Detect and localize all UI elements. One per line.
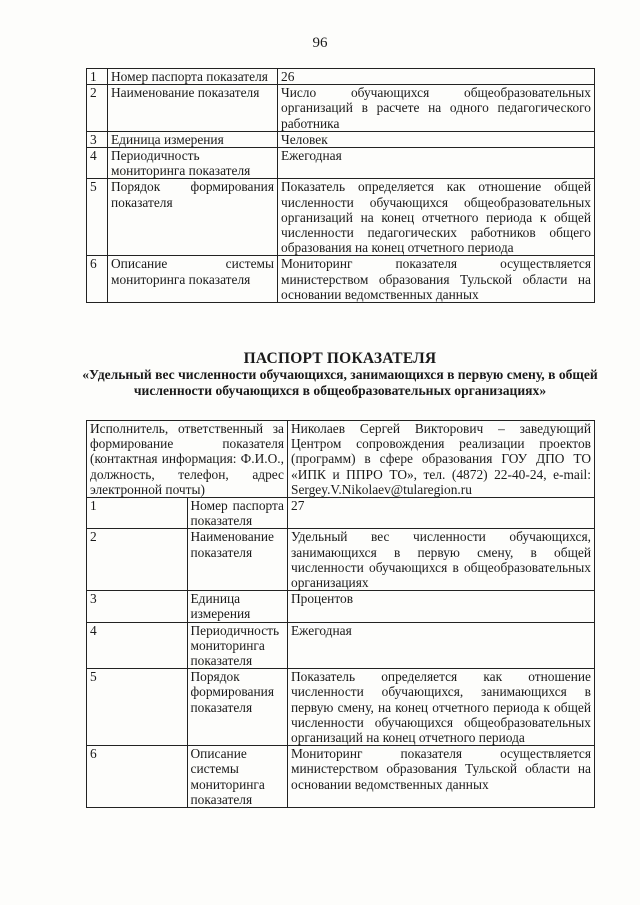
page-number: 96: [312, 35, 328, 51]
table-row: [87, 69, 595, 85]
row-value: Число обучающихся общеобразовательных организаций в расчете на одного педагогического работника: [278, 85, 595, 132]
row-number: 5: [87, 669, 188, 746]
table-row: [87, 256, 595, 303]
row-number: 6: [87, 256, 108, 303]
row-value: Ежегодная: [288, 622, 595, 669]
row-label: Единица измерения: [187, 591, 288, 622]
row-number: 6: [87, 746, 188, 808]
passport-title: ПАСПОРТ ПОКАЗАТЕЛЯ: [243, 350, 437, 367]
table-row: [87, 746, 595, 808]
row-label: Наименование показателя: [108, 85, 278, 132]
row-label: Периодичность мониторинга показателя: [187, 622, 288, 669]
row-number: 5: [87, 179, 108, 256]
row-label: Номер паспорта показателя: [108, 69, 278, 85]
row-value: 26: [278, 69, 595, 85]
row-number: 4: [87, 622, 188, 669]
row-value: Мониторинг показателя осуществляется министерством образования Тульской области на основании ведомственных данных: [278, 256, 595, 303]
row-value: Мониторинг показателя осуществляется министерством образования Тульской области на основании ведомственных данных: [288, 746, 595, 808]
row-label: Периодичность мониторинга показателя: [108, 148, 278, 179]
row-label: Единица измерения: [108, 131, 278, 147]
passport-table-27: [86, 420, 595, 808]
table-row: [87, 529, 595, 591]
row-label: Описание системы мониторинга показателя: [187, 746, 288, 808]
row-value: Процентов: [288, 591, 595, 622]
executor-value: Николаев Сергей Викторович – заведующий Центром сопровождения реализации проектов (программ) в сфере образования ГОУ ДПО ТО «ИПК и ППРО ТО», тел. (4872) 22-40-24, e-mail: Sergey.V.Nikolaev@tularegion.ru: [288, 421, 595, 498]
table-row: [87, 591, 595, 622]
row-label: Порядок формирования показателя: [108, 179, 278, 256]
row-number: 4: [87, 148, 108, 179]
passport-table-26: [86, 68, 595, 303]
row-label: Номер паспорта показателя: [187, 498, 288, 529]
table-row: [87, 622, 595, 669]
row-number: 3: [87, 591, 188, 622]
table-row: [87, 669, 595, 746]
row-value: Удельный вес численности обучающихся, занимающихся в первую смену, в общей численности обучающихся в общеобразовательных организациях: [288, 529, 595, 591]
row-value: Показатель определяется как отношение общей численности обучающихся общеобразовательных организаций на конец отчетного периода к общей численности педагогических работников общего образования на конец отчетного периода: [278, 179, 595, 256]
table-row: [87, 498, 595, 529]
row-number: 1: [87, 498, 188, 529]
row-label: Описание системы мониторинга показателя: [108, 256, 278, 303]
row-label: Наименование показателя: [187, 529, 288, 591]
table-row: [87, 179, 595, 256]
table-row: [87, 85, 595, 132]
executor-row: [87, 421, 595, 498]
table-row: [87, 131, 595, 147]
row-number: 2: [87, 85, 108, 132]
row-number: 3: [87, 131, 108, 147]
row-value: Ежегодная: [278, 148, 595, 179]
passport-subtitle: «Удельный вес численности обучающихся, занимающихся в первую смену, в общей численности обучающихся в общеобразовательных организациях»: [82, 367, 598, 398]
row-number: 2: [87, 529, 188, 591]
row-value: Показатель определяется как отношение численности обучающихся, занимающихся в первую смену, на конец отчетного периода к общей численности обучающихся общеобразовательных организаций на конец отчетного периода: [288, 669, 595, 746]
row-number: 1: [87, 69, 108, 85]
row-value: 27: [288, 498, 595, 529]
executor-label: Исполнитель, ответственный за формирование показателя (контактная информация: Ф.И.О., должность, телефон, адрес электронной почты): [87, 421, 288, 498]
table-row: [87, 148, 595, 179]
row-label: Порядок формирования показателя: [187, 669, 288, 746]
row-value: Человек: [278, 131, 595, 147]
